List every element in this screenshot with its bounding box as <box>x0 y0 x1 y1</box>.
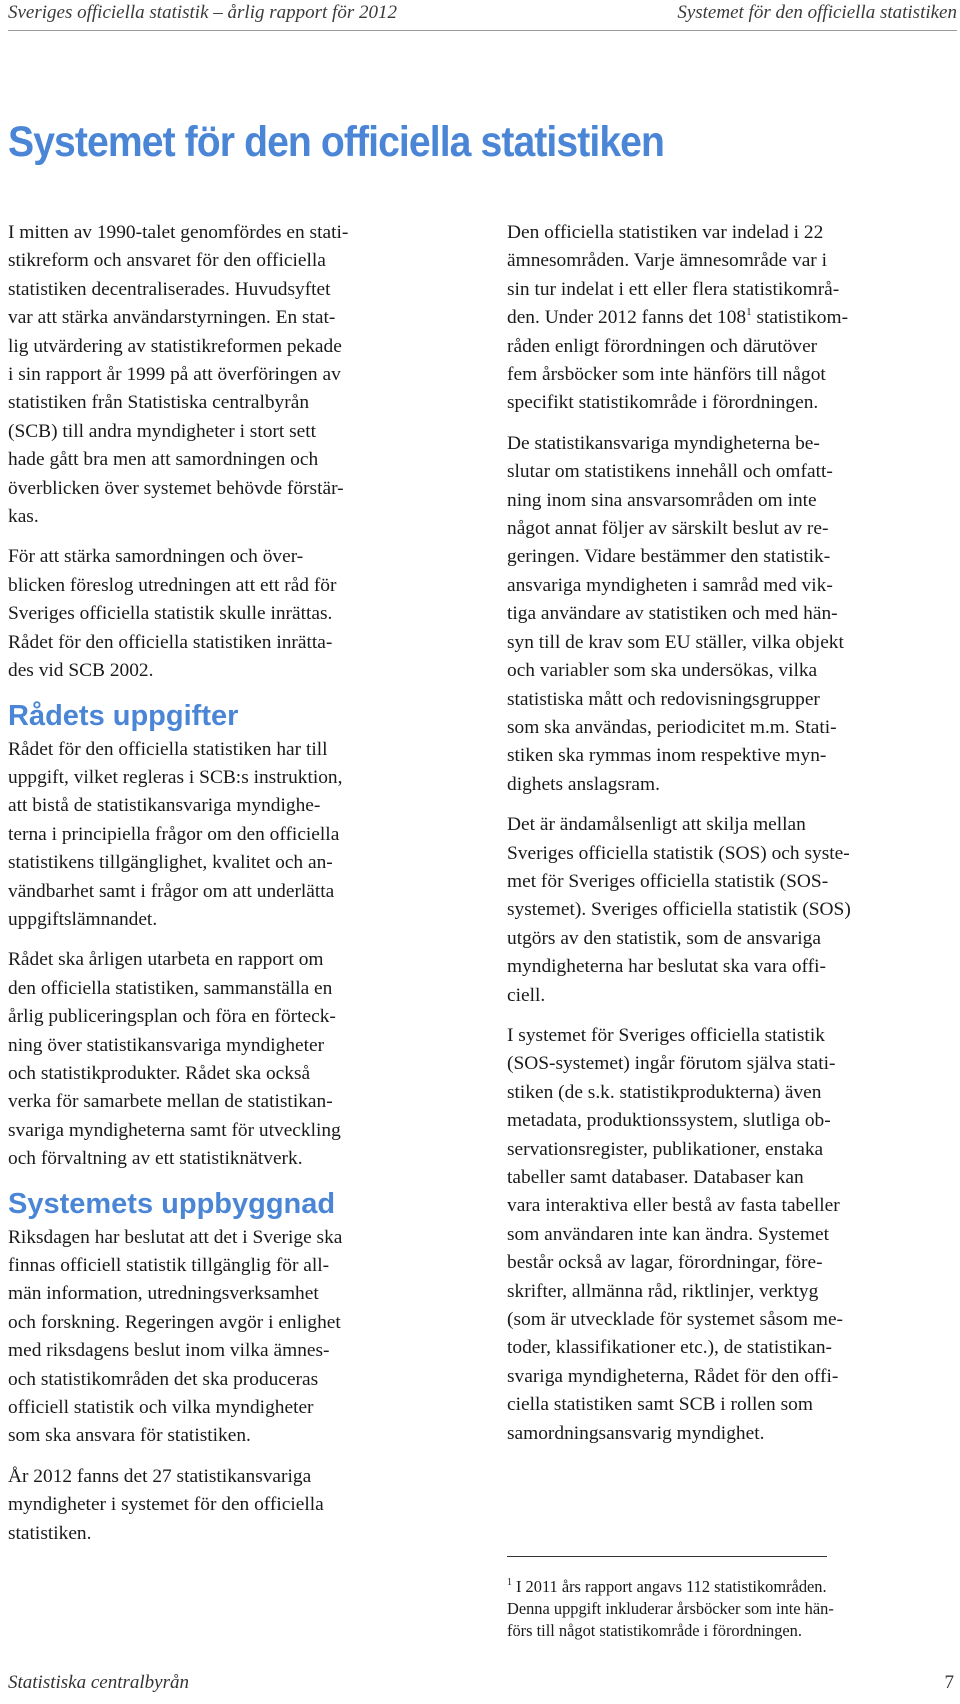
sos-definition-paragraph: Det är ändamålsenligt att skilja mellan Sveriges officiella statistik (SOS) och syste- met för Sveriges officiella statistik (SOS- systemet). Sveriges officiella statistik (SOS) utgörs av den statistik, som de ansvariga myndigheterna har beslutat ska vara offi- ciell. <box>507 814 851 1006</box>
footnote <box>507 1576 957 1642</box>
footnote-text: I 2011 års rapport angavs 112 statistikområden. Denna uppgift inkluderar årsböcker som inte hän- förs till något statistikområde i förordningen. <box>507 1577 834 1640</box>
intro-paragraph: I mitten av 1990-talet genomfördes en stati- stikreform och ansvaret för den officiella statistiken decentraliserades. Huvudsyftet var att stärka användarstyrningen. En stat- lig utvärdering av statistikreformen pekade i sin rapport år 1999 på att överföringen av statistiken från Statistiska centralbyrån (SCB) till andra myndigheter i stort sett hade gått bra men att samordningen och överblicken över systemet behövde förstär- kas. <box>8 222 349 528</box>
running-header-right: Systemet för den officiella statistiken <box>677 2 957 23</box>
sos-system-paragraph: I systemet för Sveriges officiella statistik (SOS-systemet) ingår förutom själva stati- stiken (de s.k. statistikprodukterna) även metadata, produktionssystem, slutliga ob- servationsregister, publikationer, enstaka tabeller samt databaser. Databaser kan vara interaktiva eller bestå av fasta tabeller som användaren inte kan ändra. Systemet består också av lagar, förordningar, före- skrifter, allmänna råd, riktlinjer, verktyg (som är utvecklade för systemet såsom me- toder, klassifikationer etc.), de statistikan- svariga myndigheterna, Rådet för den offi- ciella statistiken samt SCB i rollen som samordningsansvarig myndighet. <box>507 1024 844 1444</box>
tasks-paragraph-2: Rådet ska årligen utarbeta en rapport om den officiella statistiken, sammanställa en årlig publiceringsplan och föra en förteck- ning över statistikansvariga myndigheter och statistikprodukter. Rådet ska också verka för samarbete mellan de statistikan- svariga myndigheterna samt för utveckling och förvaltning av ett statistiknätverk. <box>8 949 341 1170</box>
subject-areas-paragraph <box>507 219 957 418</box>
section-heading-tasks: Rådets uppgifter <box>8 699 239 732</box>
footnote-reference: 1 <box>746 306 752 319</box>
page-title: Systemet för den officiella statistiken <box>8 118 665 166</box>
council-paragraph: För att stärka samordningen och över- blicken föreslog utredningen att ett råd för Sveriges officiella statistik skulle inrättas. Rådet för den officiella statistiken inrätta- des vid SCB 2002. <box>8 546 337 682</box>
left-column <box>8 219 460 1560</box>
footer-publisher: Statistiska centralbyrån <box>8 1672 190 1693</box>
tasks-paragraph-1: Rådet för den officiella statistiken har till uppgift, vilket regleras i SCB:s instruktion, att bistå de statistikansvariga myndighe- terna i principiella frågor om den officiella statistikens tillgänglighet, kvalitet och an- vändbarhet samt i frågor om att underlätta uppgiftslämnandet. <box>8 738 343 930</box>
subject-areas-text-a: Den officiella statistiken var indelad i 22 ämnesområden. Varje ämnesområde var i sin tur indelat i ett eller flera statistikområ- den. Under 2012 fanns det 108 <box>507 222 840 329</box>
right-column <box>507 219 957 1460</box>
header-divider <box>8 30 957 31</box>
footnote-mark: 1 <box>507 1577 512 1588</box>
authorities-paragraph: De statistikansvariga myndigheterna be- slutar om statistikens innehåll och omfatt- ning inom sina ansvarsområden om inte något annat följer av särskilt beslut av re- geringen. Vidare bestämmer den statistik- ansvariga myndigheten i samråd med vik- tiga användare av statistiken och med hän- syn till de krav som EU ställer, vilka objekt och variabler som ska undersökas, vilka statistiska mått och redovisningsgrupper som ska användas, periodicitet m.m. Stati- stiken ska rymmas inom respektive myn- dighets anslagsram. <box>507 432 844 795</box>
footnote-divider <box>507 1556 827 1557</box>
structure-paragraph-2: År 2012 fanns det 27 statistikansvariga myndigheter i systemet för den officiella statistiken. <box>8 1465 324 1544</box>
section-heading-structure: Systemets uppbyggnad <box>8 1187 336 1220</box>
page-number: 7 <box>944 1672 954 1693</box>
running-header-left: Sveriges officiella statistik – årlig rapport för 2012 <box>8 2 397 23</box>
subject-areas-text-b: statistikom- råden enligt förordningen och därutöver fem årsböcker som inte hänförs till något specifikt statistikområde i förordningen. <box>507 307 849 414</box>
structure-paragraph-1: Riksdagen har beslutat att det i Sverige ska finnas officiell statistik tillgänglig för all- män information, utredningsverksamhet och forskning. Regeringen avgör i enlighet med riksdagens beslut inom vilka ämnes- och statistikområden det ska produceras officiell statistik och vilka myndigheter som ska ansvara för statistiken. <box>8 1226 343 1447</box>
